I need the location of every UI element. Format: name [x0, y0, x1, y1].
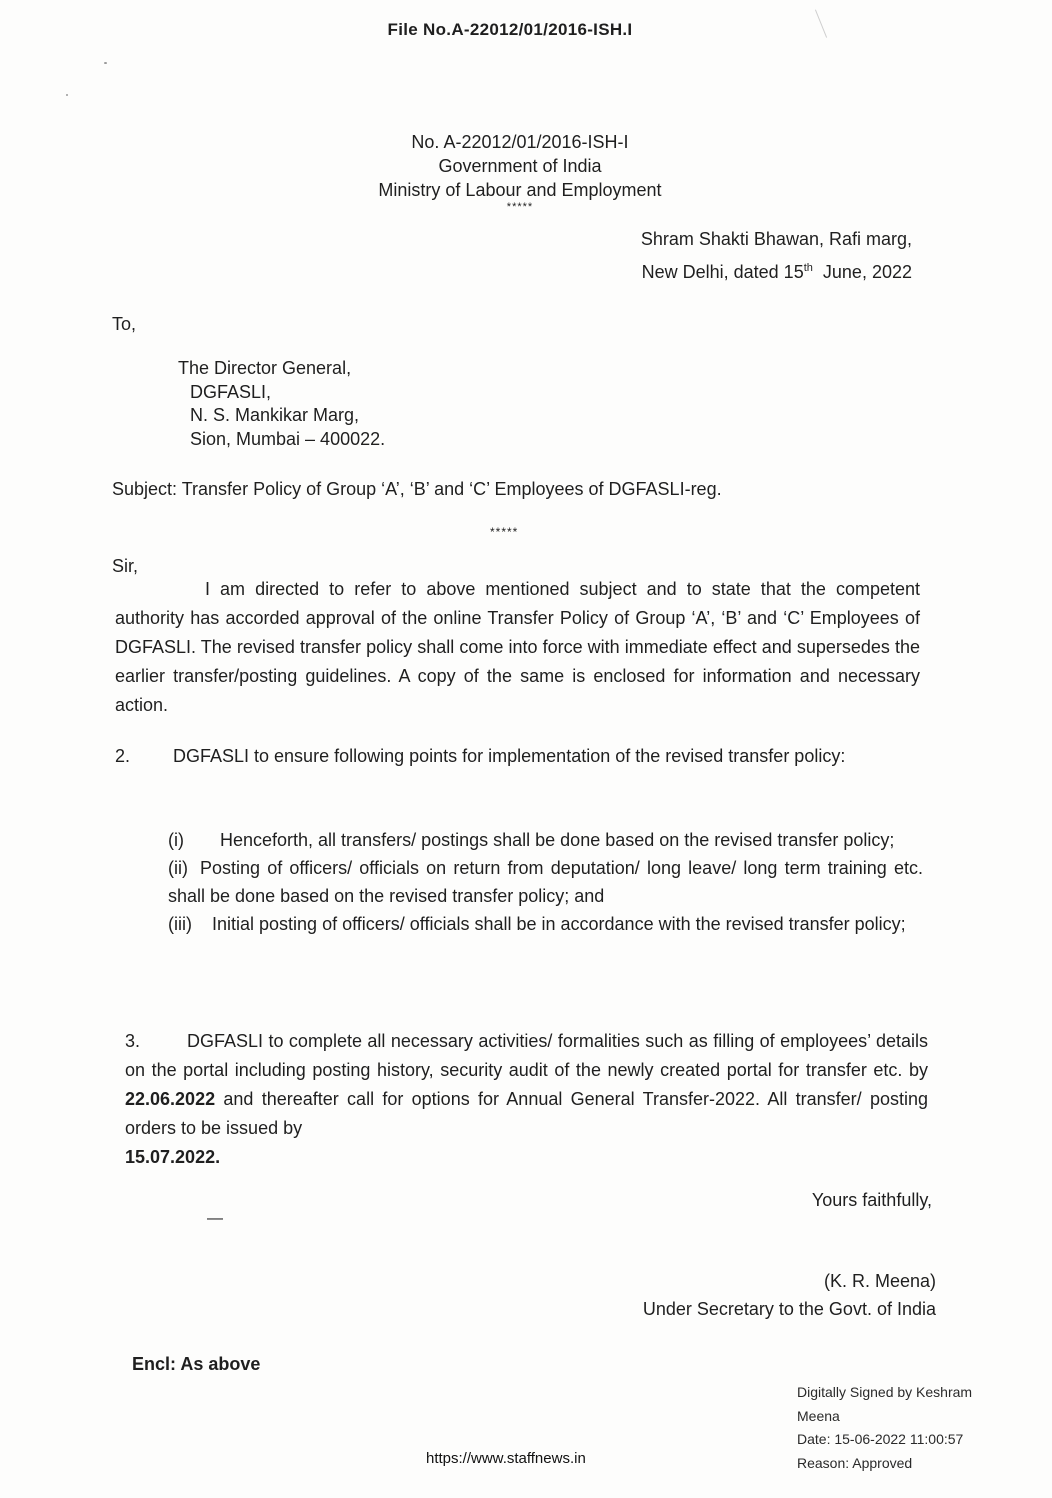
header-stars: ***** [506, 201, 534, 213]
reference-number: No. A-22012/01/2016-ISH-I [411, 132, 629, 152]
divider-stars: ***** [490, 525, 519, 539]
recipient-city: Sion, Mumbai – 400022. [190, 428, 386, 449]
recipient-title: The Director General, [178, 358, 352, 378]
digital-signature [797, 1381, 1017, 1475]
enclosure-note: Encl: As above [132, 1354, 261, 1374]
website-link[interactable]: https://www.staffnews.in [426, 1450, 586, 1467]
government-name: Government of India [438, 156, 602, 176]
digital-signature-date: Date: 15-06-2022 11:00:57 [797, 1431, 964, 1447]
digital-signature-reason: Reason: Approved [797, 1454, 913, 1471]
closing-line: Yours faithfully, [811, 1190, 932, 1210]
signatory-block [560, 1267, 936, 1323]
paragraph-1: I am directed to refer to above mentioned subject and to state that the competent authority has accorded approval of the online Transfer Policy of Group ‘A’, ‘B’ and ‘C’ Employees of DGFASLI. The revised transfer policy shall come into force with immediate effect and supersedes the earlier transfer/posting guidelines. A copy of the same is enclosed for information and necessary action. [115, 579, 920, 715]
list-text: Posting of officers/ officials on return from deputation/ long leave/ long term training etc. shall be done based on the revised transfer policy; and [168, 858, 923, 906]
deadline-date: 22.06.2022 [125, 1089, 216, 1109]
list-text: Initial posting of officers/ officials shall be in accordance with the revised transfer policy; [212, 914, 906, 934]
deadline-date: 15.07.2022. [125, 1147, 221, 1167]
list-item [168, 910, 923, 938]
address-line: Shram Shakti Bhawan, Rafi marg, [640, 229, 912, 249]
scan-speck [66, 94, 68, 96]
scan-speck [104, 62, 107, 64]
to-label: To, [112, 314, 137, 334]
list-item [168, 826, 923, 854]
recipient-street: N. S. Mankikar Marg, [190, 405, 360, 425]
paragraph-text: and thereafter call for options for Annual General Transfer-2022. All transfer/ posting orders to be issued by [125, 1089, 928, 1138]
paragraph-number: 2. [115, 746, 131, 766]
date-prefix: New Delhi, dated 15 [641, 262, 804, 282]
ministry-name: Ministry of Labour and Employment [378, 180, 662, 200]
subject-line: Subject: Transfer Policy of Group ‘A’, ‘B’ and ‘C’ Employees of DGFASLI-reg. [112, 479, 722, 499]
list-marker: (i) [168, 830, 184, 850]
date-suffix: June, 2022 [812, 262, 912, 282]
list-marker: (iii) [168, 914, 192, 934]
salutation: Sir, [112, 556, 139, 576]
digital-signature-line: Meena [797, 1407, 840, 1424]
paragraph-text: DGFASLI to ensure following points for implementation of the revised transfer policy: [173, 746, 846, 766]
sender-address [560, 225, 912, 287]
letter-date [560, 254, 912, 287]
recipient-address [178, 357, 385, 451]
signatory-title: Under Secretary to the Govt. of India [642, 1299, 936, 1319]
date-superscript: th [803, 262, 813, 274]
signatory-name: (K. R. Meena) [823, 1271, 936, 1291]
recipient-org: DGFASLI, [190, 381, 272, 402]
paragraph-text: DGFASLI to complete all necessary activities/ formalities such as filling of employees’ details on the portal including posting history, security audit of the newly created portal for transfer etc. by [125, 1031, 928, 1080]
points-list [168, 826, 923, 938]
paragraph-2 [115, 742, 920, 771]
stray-mark: ― [207, 1210, 223, 1227]
list-marker: (ii) [168, 858, 188, 878]
letter-header [300, 130, 740, 212]
file-number: File No.A-22012/01/2016-ISH.I [387, 20, 633, 39]
paragraph-number: 3. [125, 1031, 141, 1051]
digital-signature-line: Digitally Signed by Keshram [797, 1384, 973, 1400]
list-item [168, 854, 923, 910]
paragraph-3 [125, 1027, 928, 1172]
list-text: Henceforth, all transfers/ postings shall be done based on the revised transfer policy; [220, 830, 895, 850]
